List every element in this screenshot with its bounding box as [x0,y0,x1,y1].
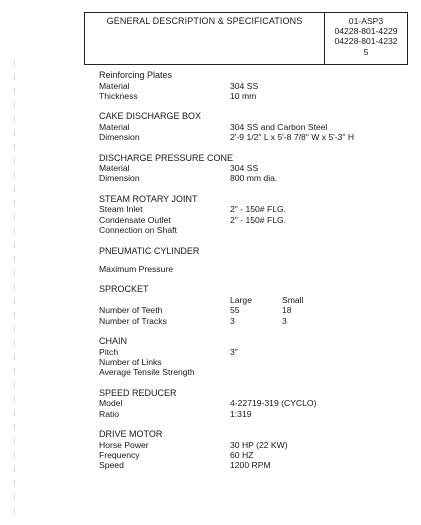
page-number: 5 [363,46,369,57]
spec-label: Ratio [99,408,120,419]
document-title: GENERAL DESCRIPTION & SPECIFICATIONS [85,13,325,64]
spec-label: Connection on Shaft [99,225,177,236]
spec-value: 2" - 150# FLG. [230,214,287,225]
section-title: Reinforcing Plates [99,70,173,80]
spec-value: 2'-9 1/2" L x 5'-8 7/8" W x 5'-3" H [230,132,355,143]
spec-value: 30 HP (22 KW) [230,439,288,450]
doc-code: 04228-801-4232 [334,36,398,47]
spec-row [99,450,409,460]
spec-row [99,91,409,101]
spec-value: 4-22719-319 (CYCLO) [230,398,317,409]
col-header-small: Small [282,294,304,305]
section-speed-reducer [99,388,409,419]
spec-value: 304 SS [230,163,259,174]
spec-value: 1:319 [230,408,252,419]
section-title: PNEUMATIC CYLINDER [99,245,200,256]
spec-value: 2" - 150# FLG. [230,204,287,215]
spec-row [99,204,409,214]
spec-value: 3 [282,315,287,326]
spec-row [99,225,409,235]
spec-label: Material [99,163,130,174]
spec-label: Number of Links [99,356,162,367]
section-pneumatic-cylinder [99,246,409,275]
spec-label: Horse Power [99,439,149,450]
spec-label: Condensate Outlet [99,214,171,225]
doc-code: 04228-801-4229 [334,26,398,37]
section-title: SPEED REDUCER [99,387,177,398]
col-header-large: Large [230,294,252,305]
spec-label: Thickness [99,90,138,101]
section-steam-rotary-joint [99,194,409,236]
spec-value: 55 [230,305,240,316]
spec-label: Dimension [99,173,140,184]
header-box [84,12,408,65]
spec-label: Average Tensile Strength [99,367,195,378]
section-discharge-pressure-cone [99,153,409,184]
binding-margin [14,60,15,515]
spec-value: 3 [230,315,235,326]
spec-value: 60 HZ [230,449,254,460]
section-title: DISCHARGE PRESSURE CONE [99,152,234,163]
spec-row [99,316,409,326]
spec-label: Frequency [99,449,140,460]
spec-row [99,264,409,274]
spec-row [99,460,409,470]
spec-row [99,367,409,377]
spec-row [99,357,409,367]
spec-row [99,163,409,173]
spec-row [99,81,409,91]
spec-label: Speed [99,460,124,471]
spec-label: Model [99,398,123,409]
spec-row [99,409,409,419]
spec-col-headers [99,295,409,305]
section-title: SPROCKET [99,284,149,295]
spec-value: 1200 RPM [230,460,271,471]
section-title: CHAIN [99,336,128,347]
spec-row [99,173,409,183]
spec-row [99,132,409,142]
spec-label: Dimension [99,132,140,143]
section-title: DRIVE MOTOR [99,429,163,440]
section-chain [99,336,409,378]
spec-label: Steam Inlet [99,204,143,215]
spec-row [99,305,409,315]
section-cake-discharge-box [99,111,409,142]
section-sprocket [99,284,409,326]
spec-value: 10 mm [230,90,257,101]
spec-value: 3" [230,346,238,357]
spec-row [99,122,409,132]
section-reinforcing-plates [99,70,409,101]
spec-value: 304 SS and Carbon Steel [230,121,328,132]
section-title: STEAM ROTARY JOINT [99,193,198,204]
spec-label: Number of Tracks [99,315,167,326]
spec-row [99,440,409,450]
section-title: CAKE DISCHARGE BOX [99,111,202,122]
spec-value: 800 mm dia. [230,173,278,184]
spec-row [99,347,409,357]
section-drive-motor [99,429,409,471]
document-codes [325,13,407,57]
spec-row [99,398,409,408]
doc-code: 01-ASP3 [348,16,384,26]
spec-label: Material [99,121,130,132]
spec-value: 304 SS [230,80,259,91]
spec-label: Pitch [99,346,119,357]
spec-label: Number of Teeth [99,305,163,316]
spec-label: Material [99,80,130,91]
spec-row [99,215,409,225]
spec-value: 18 [282,305,292,316]
spec-content [99,70,409,481]
spec-label: Maximum Pressure [99,264,174,275]
